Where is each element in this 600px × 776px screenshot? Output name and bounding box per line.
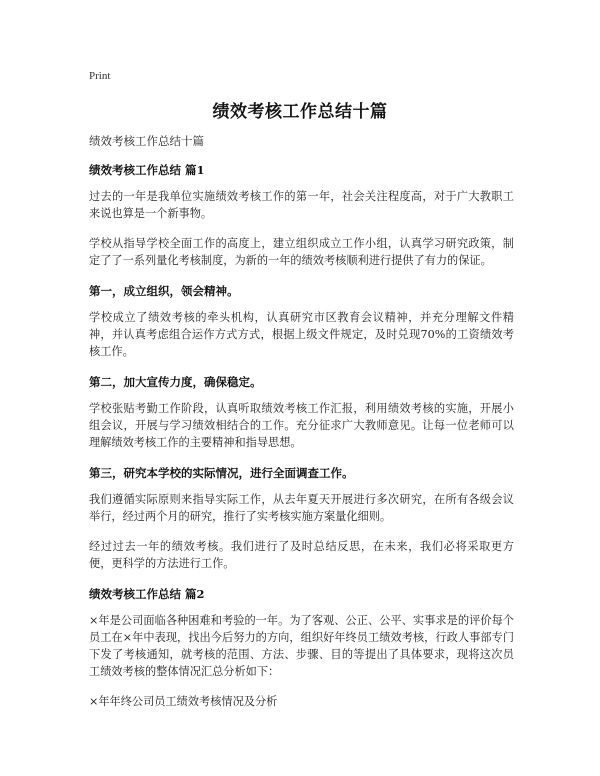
section-heading: 第二，加大宣传力度，确保稳定。: [89, 375, 262, 389]
paragraph: 学校成立了绩效考核的牵头机构，认真研究市区教育会议精神，并充分理解文件精神，并认真考虑组合运作方式方式，根据上级文件规定，及时兑现70%的工资绩效考核工作。: [89, 311, 514, 358]
paragraph: 经过过去一年的绩效考核。我们进行了及时总结反思，在未来，我们必将采取更方便，更科学的方法进行工作。: [89, 540, 514, 570]
section-heading: 绩效考核工作总结 篇2: [89, 587, 205, 601]
section-heading: 第一，成立组织，领会精神。: [89, 284, 239, 298]
paragraph: ×年年终公司员工绩效考核情况及分析: [89, 695, 278, 708]
section-heading: 绩效考核工作总结 篇1: [89, 163, 205, 177]
paragraph: 学校张贴考勤工作阶段，认真听取绩效考核工作汇报，利用绩效考核的实施，开展小组会议，开展与学习绩效相结合的工作。充分征求广大教师意见。让每一位老师可以理解绩效考核工作的主要精神和指导思想。: [89, 402, 514, 449]
page-title: 绩效考核工作总结十篇: [212, 102, 388, 122]
document-subtitle: 绩效考核工作总结十篇: [89, 134, 204, 148]
print-label[interactable]: Print: [89, 70, 111, 82]
section-heading: 第三，研究本学校的实际情况，进行全面调查工作。: [89, 466, 354, 480]
paragraph: ×年是公司面临各种困难和考验的一年。为了客观、公正、公平、实事求是的评价每个员工在×年中表现，找出今后努力的方向，组织好年终员工绩效考核，行政人事部专门下发了考核通知，就考核的范围、方法、步骤、目的等提出了具体要求，现将这次员工绩效考核的整体情况汇总分析如下：: [89, 614, 514, 678]
paragraph: 我们遵循实际原则来指导实际工作，从去年夏天开展进行多次研究，在所有各级会议举行，经过两个月的研究，推行了实考核实施方案量化细则。: [89, 493, 514, 523]
paragraph: 学校从指导学校全面工作的高度上，建立组织成立工作小组，认真学习研究政策，制定了了一系列量化考核制度，为新的一年的绩效考核顺利进行提供了有力的保证。: [89, 237, 514, 267]
paragraph: 过去的一年是我单位实施绩效考核工作的第一年，社会关注程度高，对于广大教职工来说也算是一个新事物。: [89, 190, 514, 220]
document-body: [89, 132, 514, 723]
